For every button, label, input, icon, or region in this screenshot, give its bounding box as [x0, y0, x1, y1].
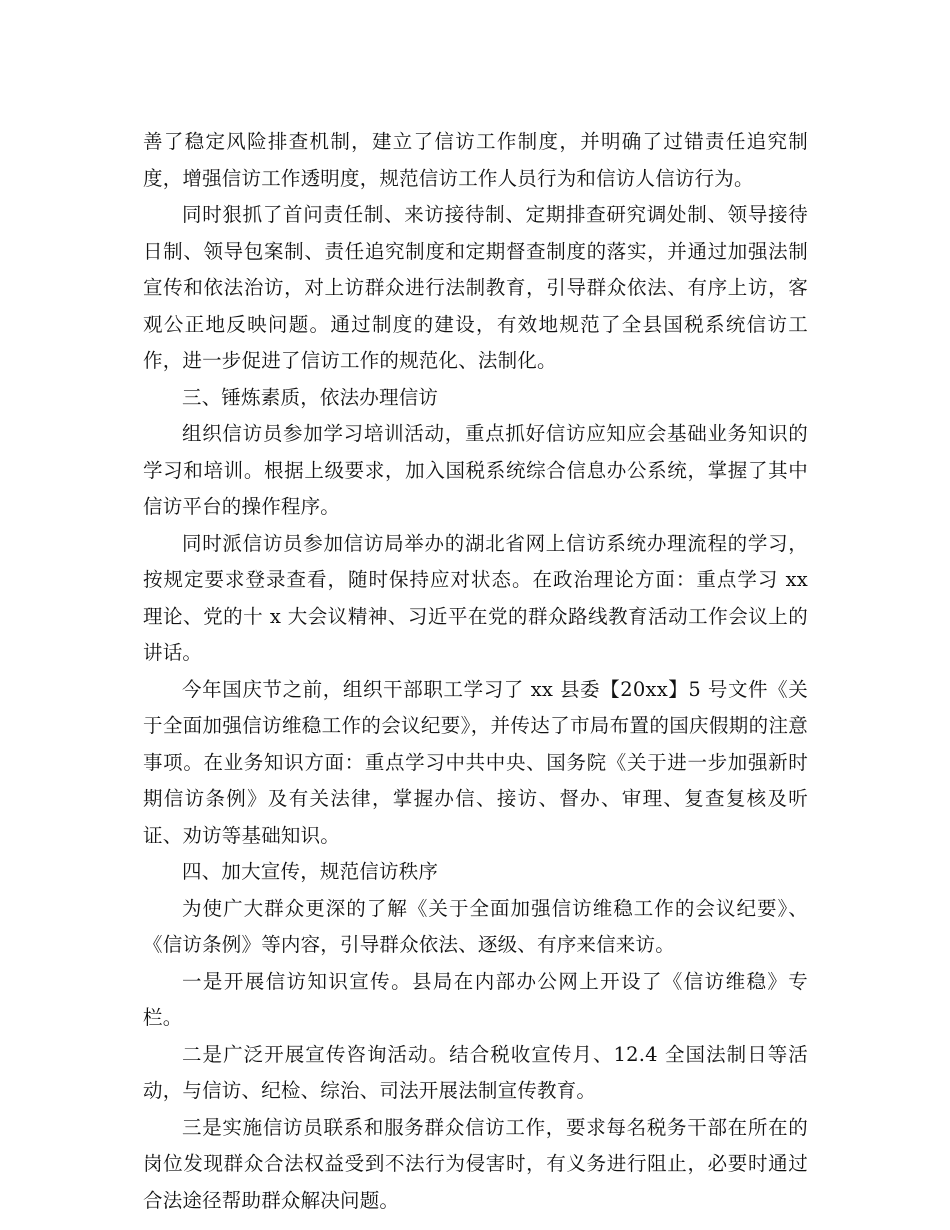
- paragraph: 同时狠抓了首问责任制、来访接待制、定期排查研究调处制、领导接待日制、领导包案制、责任追究制度和定期督查制度的落实，并通过加强法制宣传和依法治访，对上访群众进行法制教育，引导群众依法、有序上访，客观公正地反映问题。通过制度的建设，有效地规范了全县国税系统信访工作，进一步促进了信访工作的规范化、法制化。: [143, 203, 808, 372]
- paragraph: 为使广大群众更深的了解《关于全面加强信访维稳工作的会议纪要》、《信访条例》等内容，引导群众依法、逐级、有序来信来访。: [143, 896, 808, 956]
- section-heading-3: 三、锤炼素质，依法办理信访: [182, 385, 439, 409]
- paragraph: 三是实施信访员联系和服务群众信访工作，要求每名税务干部在所在的岗位发现群众合法权益受到不法行为侵害时，有义务进行阻止，必要时通过合法途径帮助群众解决问题。: [143, 1115, 808, 1212]
- document-body: [143, 124, 808, 1219]
- paragraph: 同时派信访员参加信访局举办的湖北省网上信访系统办理流程的学习，按规定要求登录查看，随时保持应对状态。在政治理论方面：重点学习 xx 理论、党的十 x 大会议精神、习近平在党的群众路线教育活动工作会议上的讲话。: [143, 531, 808, 664]
- section-heading-4: 四、加大宣传，规范信访秩序: [182, 860, 439, 883]
- paragraph: 组织信访员参加学习培训活动，重点抓好信访应知应会基础业务知识的学习和培训。根据上级要求，加入国税系统综合信息办公系统，掌握了其中信访平台的操作程序。: [143, 422, 808, 518]
- paragraph-continued: 善了稳定风险排查机制，建立了信访工作制度，并明确了过错责任追究制度，增强信访工作透明度，规范信访工作人员行为和信访人信访行为。: [143, 130, 808, 190]
- paragraph: 今年国庆节之前，组织干部职工学习了 xx 县委【20xx】5 号文件《关于全面加强信访维稳工作的会议纪要》，并传达了市局布置的国庆假期的注意事项。在业务知识方面：重点学习中共中央、国务院《关于进一步加强新时期信访条例》及有关法律，掌握办信、接访、督办、审理、复查复核及听证、劝访等基础知识。: [143, 677, 808, 847]
- paragraph: 一是开展信访知识宣传。县局在内部办公网上开设了《信访维稳》专栏。: [143, 969, 808, 1029]
- paragraph: 二是广泛开展宣传咨询活动。结合税收宣传月、12.4 全国法制日等活动，与信访、纪检、综治、司法开展法制宣传教育。: [143, 1042, 808, 1102]
